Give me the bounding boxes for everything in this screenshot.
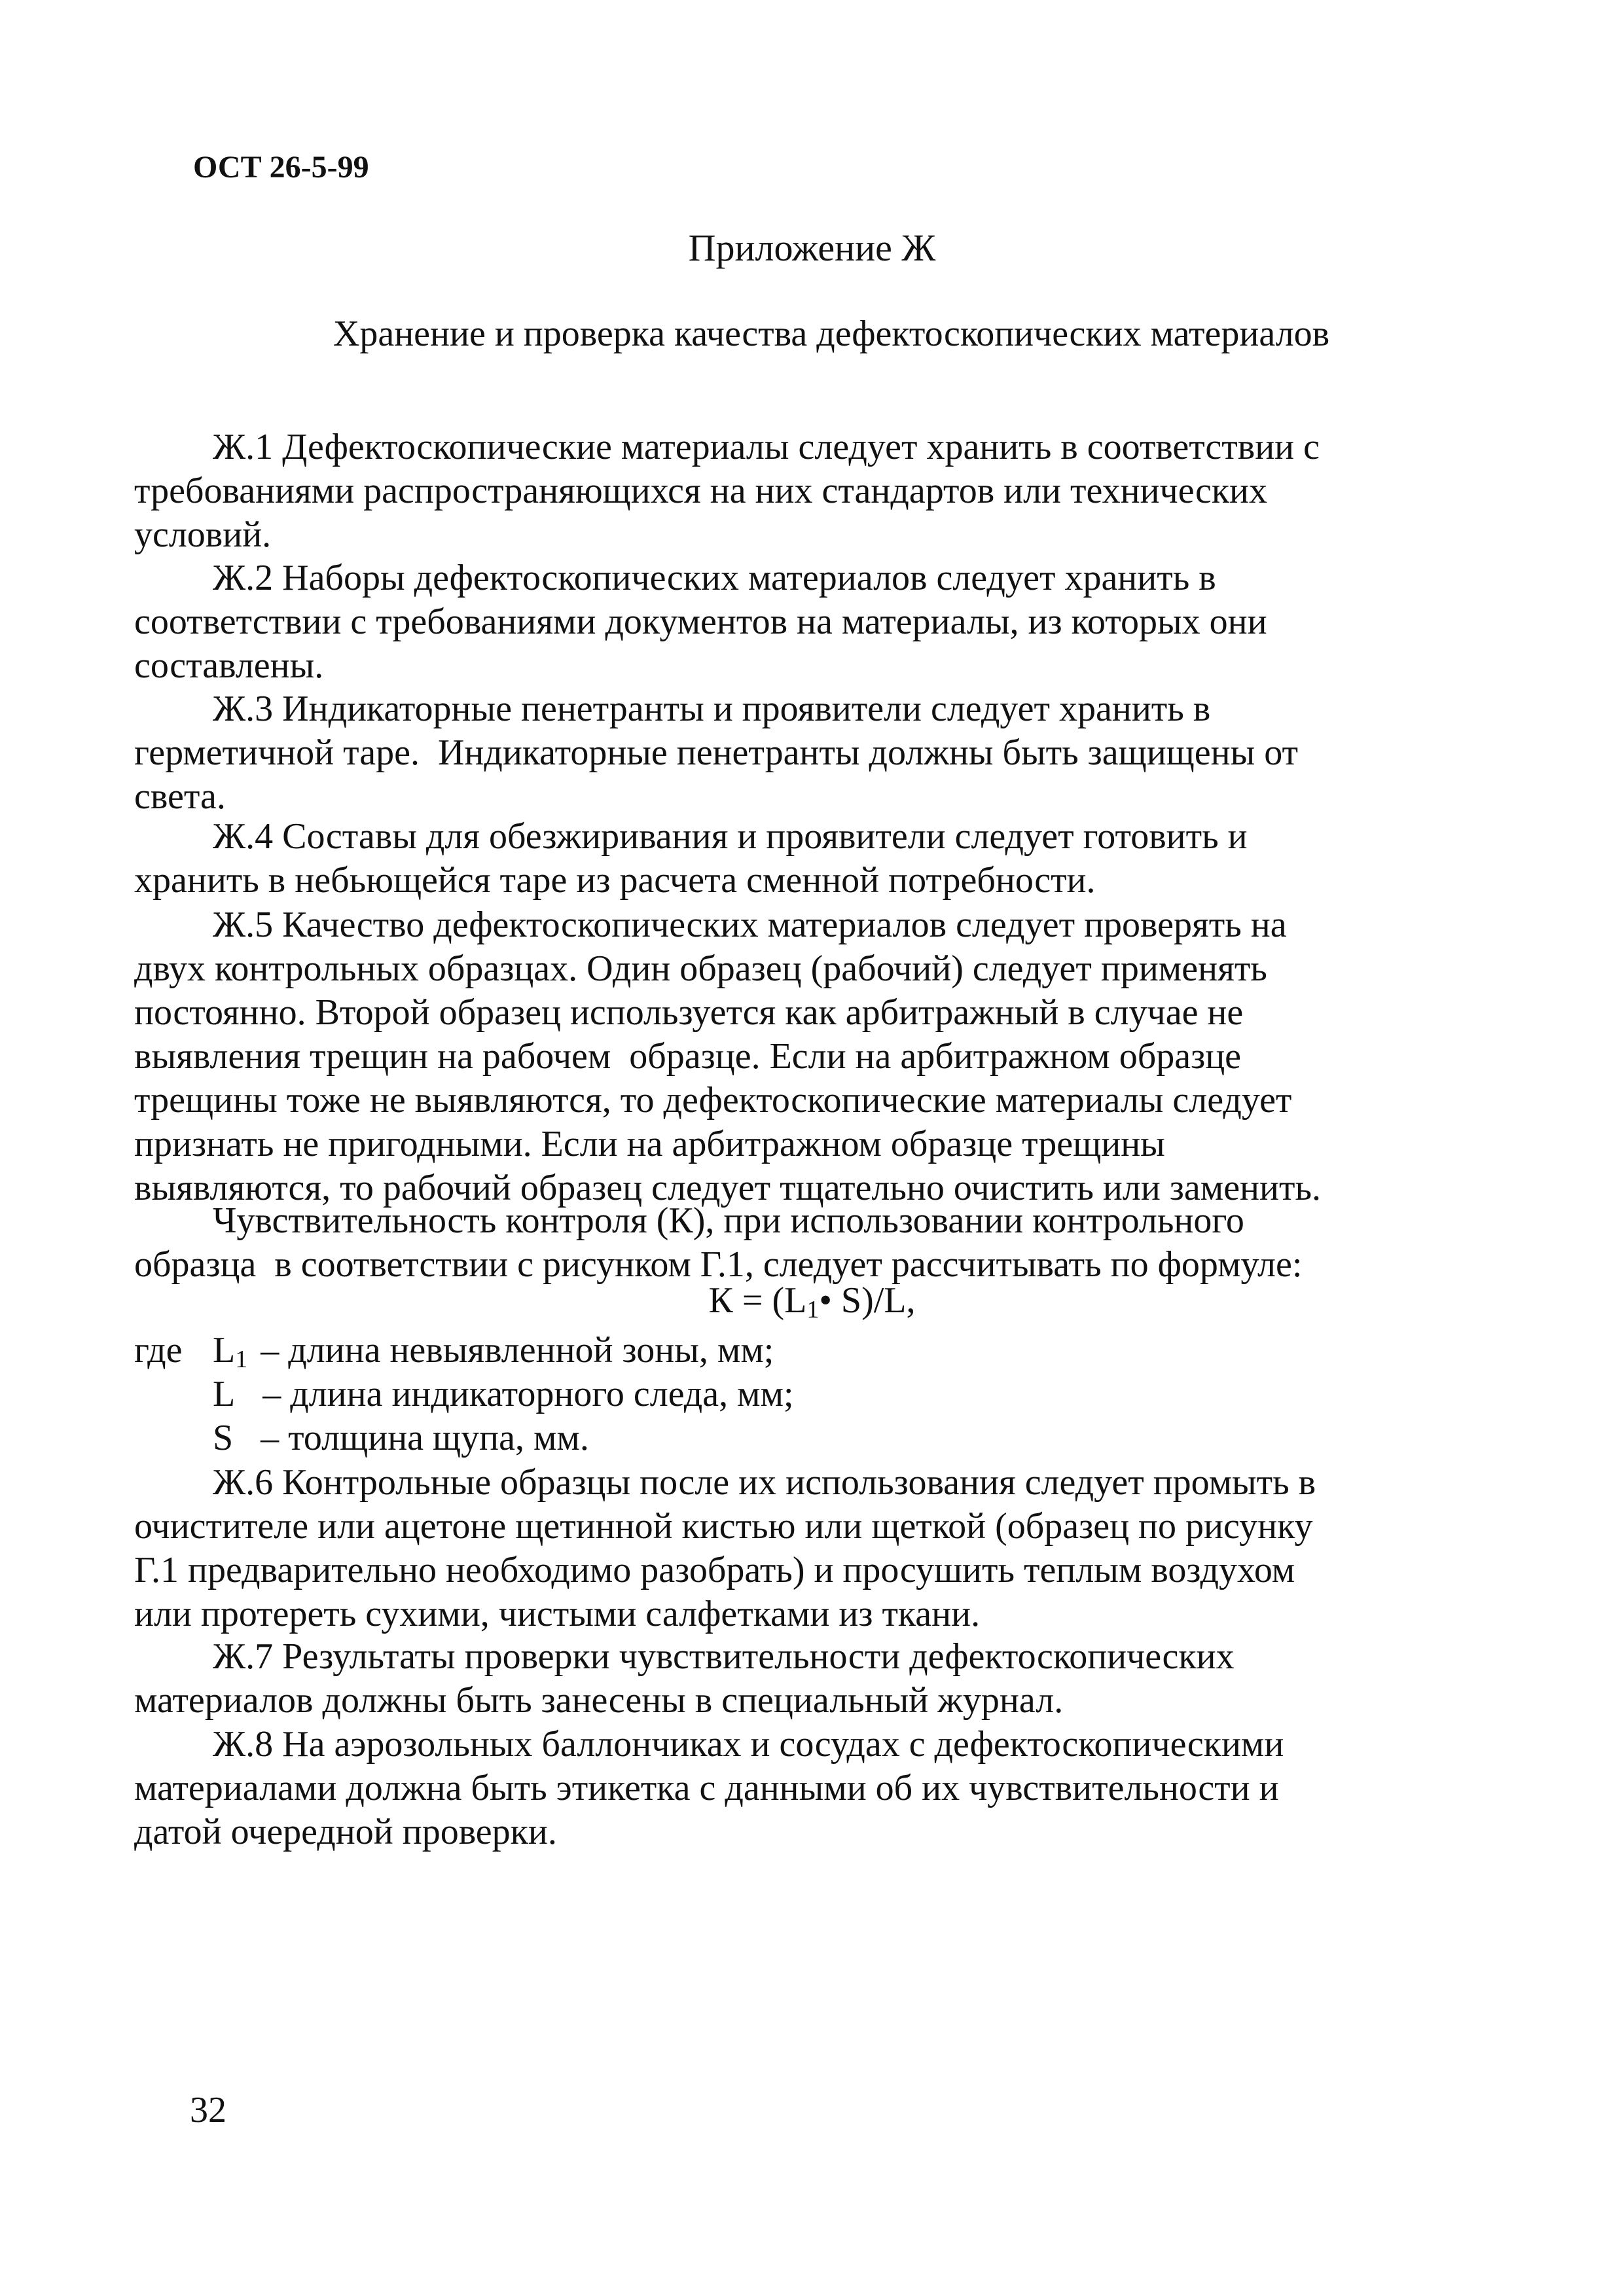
paragraph-line: Ж.6 Контрольные образцы после их использования следует промыть в <box>213 1462 1316 1503</box>
formula-suffix: • S)/L, <box>819 1280 916 1321</box>
paragraph-line: образца в соответствии с рисунком Г.1, следует рассчитывать по формуле: <box>134 1244 1303 1285</box>
paragraph-6 <box>134 1199 1398 1287</box>
document-code: ОСТ 26-5-99 <box>193 150 369 185</box>
paragraph-line: Ж.7 Результаты проверки чувствительности дефектоскопических <box>213 1636 1235 1677</box>
where-definition: – длина индикаторного следа, мм; <box>262 1374 794 1414</box>
paragraph-line: соответствии с требованиями документов на материалы, из которых они <box>134 601 1267 642</box>
paragraph-line: Г.1 предварительно необходимо разобрать) и просушить теплым воздухом <box>134 1550 1295 1590</box>
where-symbol: L <box>213 1330 236 1371</box>
paragraph-after-1 <box>134 1461 1398 1636</box>
section-title: Хранение и проверка качества дефектоскопических материалов <box>333 314 1330 354</box>
formula-prefix: К = (L <box>708 1280 807 1321</box>
paragraph-after-3 <box>134 1723 1398 1854</box>
paragraph-line: Ж.5 Качество дефектоскопических материалов следует проверять на <box>213 905 1287 945</box>
paragraph-line: выявления трещин на рабочем образце. Если на арбитражном образце <box>134 1036 1242 1077</box>
paragraph-line: Ж.1 Дефектоскопические материалы следует хранить в соответствии с <box>213 427 1320 467</box>
paragraph-line: или протереть сухими, чистыми салфетками из ткани. <box>134 1594 981 1634</box>
sensitivity-formula <box>0 1280 1624 1324</box>
paragraph-line: Ж.3 Индикаторные пенетранты и проявители следует хранить в <box>213 689 1211 729</box>
where-lead: где <box>134 1330 183 1371</box>
paragraph-line: двух контрольных образцах. Один образец (рабочий) следует применять <box>134 948 1267 989</box>
paragraph-line: требованиями распространяющихся на них стандартов или технических <box>134 471 1267 511</box>
page-number: 32 <box>190 2090 226 2130</box>
paragraph-line: составлены. <box>134 645 324 686</box>
paragraph-1 <box>134 425 1398 557</box>
where-definition: – толщина щупа, мм. <box>261 1418 589 1458</box>
paragraph-line: хранить в небьющейся таре из расчета сменной потребности. <box>134 860 1096 901</box>
paragraph-line: материалами должна быть этикетка с данными об их чувствительности и <box>134 1768 1279 1808</box>
where-item <box>213 1416 589 1460</box>
paragraph-after-2 <box>134 1635 1398 1723</box>
paragraph-line: Ж.4 Составы для обезжиривания и проявители следует готовить и <box>213 816 1248 857</box>
where-definition: – длина невыявленной зоны, мм; <box>261 1330 774 1371</box>
paragraph-line: света. <box>134 776 226 817</box>
appendix-title: Приложение Ж <box>688 226 936 269</box>
paragraph-4 <box>134 815 1398 903</box>
where-symbol: L <box>213 1374 236 1414</box>
paragraph-3 <box>134 687 1398 819</box>
where-item <box>213 1372 794 1416</box>
where-symbol: S <box>213 1418 234 1458</box>
paragraph-line: трещины тоже не выявляются, то дефектоскопические материалы следует <box>134 1080 1292 1121</box>
paragraph-2 <box>134 556 1398 688</box>
paragraph-line: Ж.2 Наборы дефектоскопических материалов следует хранить в <box>213 558 1216 598</box>
paragraph-line: очистителе или ацетоне щетинной кистью или щеткой (образец по рисунку <box>134 1506 1313 1547</box>
paragraph-line: материалов должны быть занесены в специальный журнал. <box>134 1680 1064 1721</box>
paragraph-line: герметичной таре. Индикаторные пенетранты должны быть защищены от <box>134 732 1298 773</box>
paragraph-line: Чувствительность контроля (К), при использовании контрольного <box>213 1200 1244 1241</box>
paragraph-line: датой очередной проверки. <box>134 1812 557 1852</box>
paragraph-5 <box>134 903 1398 1210</box>
paragraph-line: выявляются, то рабочий образец следует тщательно очистить или заменить. <box>134 1168 1321 1208</box>
paragraph-line: постоянно. Второй образец используется как арбитражный в случае не <box>134 992 1244 1033</box>
paragraph-line: Ж.8 На аэрозольных баллончиках и сосудах с дефектоскопическими <box>213 1724 1284 1765</box>
paragraph-line: условий. <box>134 514 272 555</box>
formula-subscript: 1 <box>806 1296 820 1323</box>
where-symbol-subscript: 1 <box>235 1346 248 1373</box>
paragraph-line: признать не пригодными. Если на арбитражном образце трещины <box>134 1124 1165 1164</box>
